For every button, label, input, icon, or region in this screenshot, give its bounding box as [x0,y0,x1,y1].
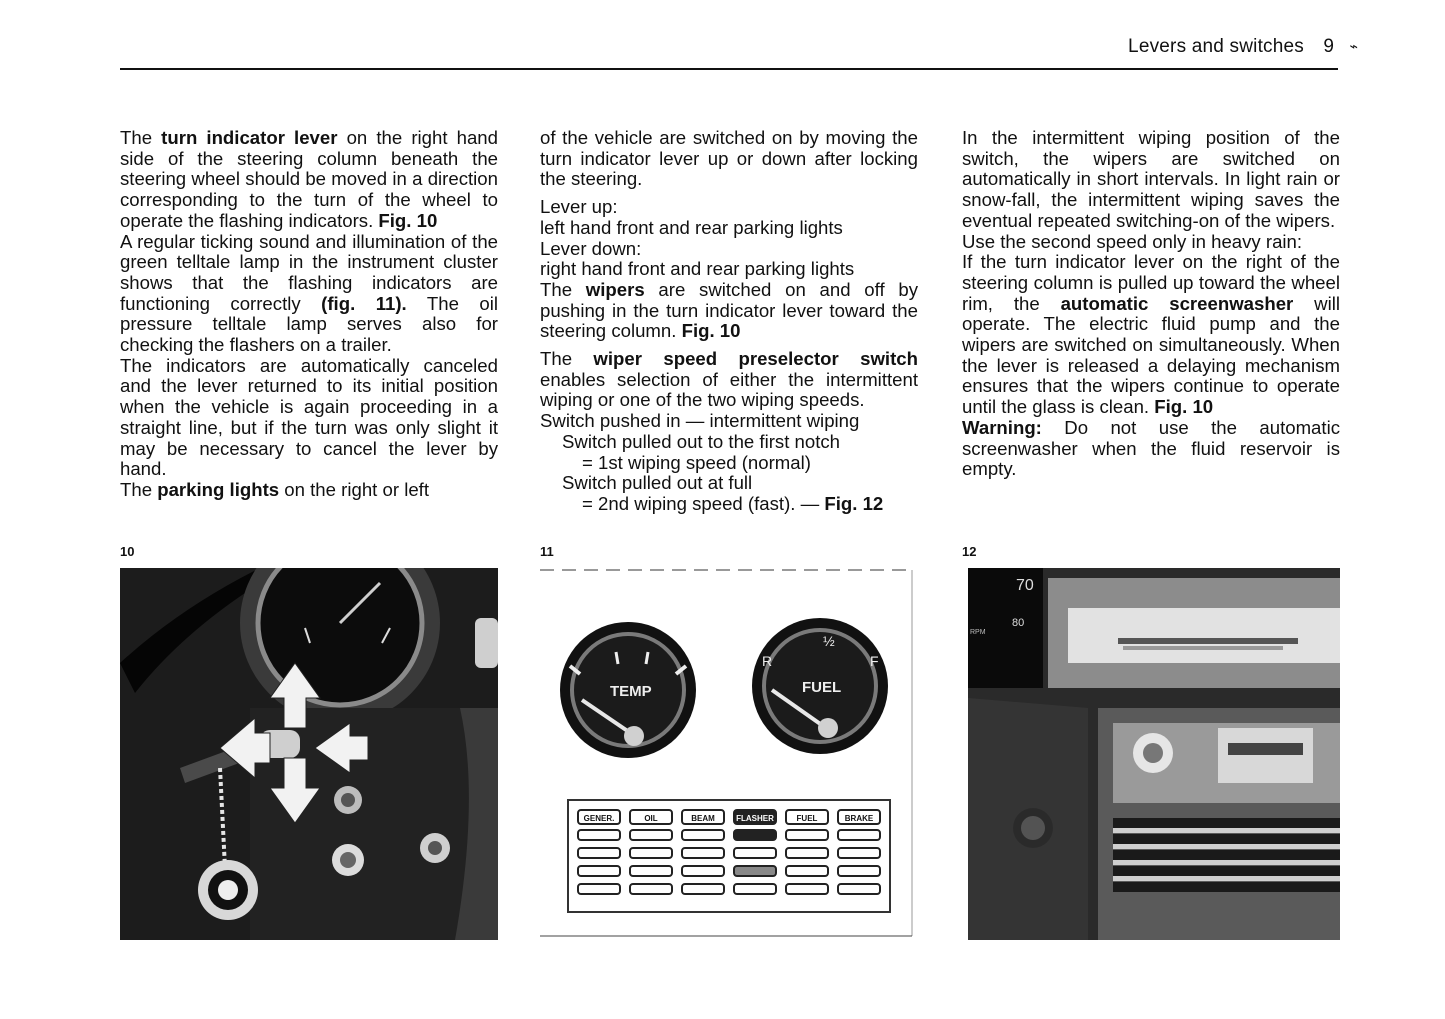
speed-80: 80 [1012,617,1025,629]
fuel-full-label: F [870,653,879,669]
lever-up-label: Lever up: [540,196,618,218]
page-number: 9 [1323,36,1334,57]
lamp-oil: OIL [644,814,658,823]
figure-10-photo [120,568,498,940]
first-speed: = 1st wiping speed (normal) [582,451,811,473]
fuel-empty-label: R [762,653,773,669]
paragraph-parking-continued: of the vehicle are switched on by moving the turn indicator lever up or down after locking the steering. [540,127,918,190]
lamp-gener: GENER. [583,814,615,823]
fuel-label: FUEL [802,679,842,696]
paragraph-ticking-sound: A regular ticking sound and illumination of the green telltale lamp in the instrument cluster shows that the flashing indicators are functioning correctly (fig. 11). The oil pressure telltale lamp serves also for checking the flashers on a trailer. [120,230,498,356]
page-header [120,32,1358,70]
column-2 [540,128,918,515]
switch-pushed-in: Switch pushed in — intermittent wiping [540,410,860,432]
paragraph-screenwasher: If the turn indicator lever on the right of the steering column is pulled up toward the wheel rim, the automatic screenwasher will operate. The electric fluid pump and the wipers are switched on simultaneously. When the lever is released a delaying mechanism ensures that the wipers continue to operate until the glass is clean. Fig. 10 [962,251,1340,418]
figure-12-number: 12 [962,544,977,559]
temp-label: TEMP [610,683,652,700]
paragraph-cancel-lever: The indicators are automatically canceled and the lever returned to its initial position when the vehicle is again proceeding in a straight line, but if the turn was only slight it may be necessary to cancel the lever by hand. [120,354,498,480]
paragraph-intermittent: In the intermittent wiping position of the switch, the wipers are switched on automatically in short intervals. In light rain or snow-fall, the intermittent wiping saves the eventual repeated switching-on of the wipers. [962,127,1340,231]
figure-12-photo [968,568,1340,940]
lever-up-description: left hand front and rear parking lights [540,216,843,238]
lamp-fuel: FUEL [796,814,818,823]
figure-10-number: 10 [120,544,135,559]
lever-down-label: Lever down: [540,237,642,259]
switch-full: Switch pulled out at full [562,472,753,494]
paragraph-warning: Warning: Do not use the automatic screenwasher when the fluid reservoir is empty. [962,416,1340,480]
column-3 [962,128,1340,480]
paragraph-turn-indicator: The turn indicator lever on the right hand side of the steering column beneath the steering wheel should be moved in a direction corresponding to the turn of the wheel to operate the flashing indicators. Fig. 10 [120,127,498,231]
header-mark: ⌁ [1349,38,1358,54]
paragraph-wipers: The wipers are switched on and off by pushing in the turn indicator lever toward the steering column. Fig. 10 [540,278,918,342]
switch-first-notch: Switch pulled out to the first notch [562,430,841,452]
figure-11-number: 11 [540,544,554,559]
section-title: Levers and switches [1128,36,1304,57]
column-1 [120,128,498,501]
paragraph-second-speed: Use the second speed only in heavy rain: [962,230,1303,252]
figure-11-photo [540,568,918,940]
lever-down-description: right hand front and rear parking lights [540,258,855,280]
lamp-beam: BEAM [691,814,715,823]
paragraph-parking-lights: The parking lights on the right or left [120,478,429,500]
lamp-flasher: FLASHER [736,814,774,823]
lamp-brake: BRAKE [844,814,874,823]
second-speed: = 2nd wiping speed (fast). — Fig. 12 [582,492,884,514]
fuel-half-label: ½ [823,633,835,649]
paragraph-wiper-switch: The wiper speed preselector switch enables selection of either the intermittent wiping or one of the two wiping speeds. [540,348,918,411]
speed-70: 70 [1016,577,1034,594]
rpm-label: RPM [970,629,986,636]
